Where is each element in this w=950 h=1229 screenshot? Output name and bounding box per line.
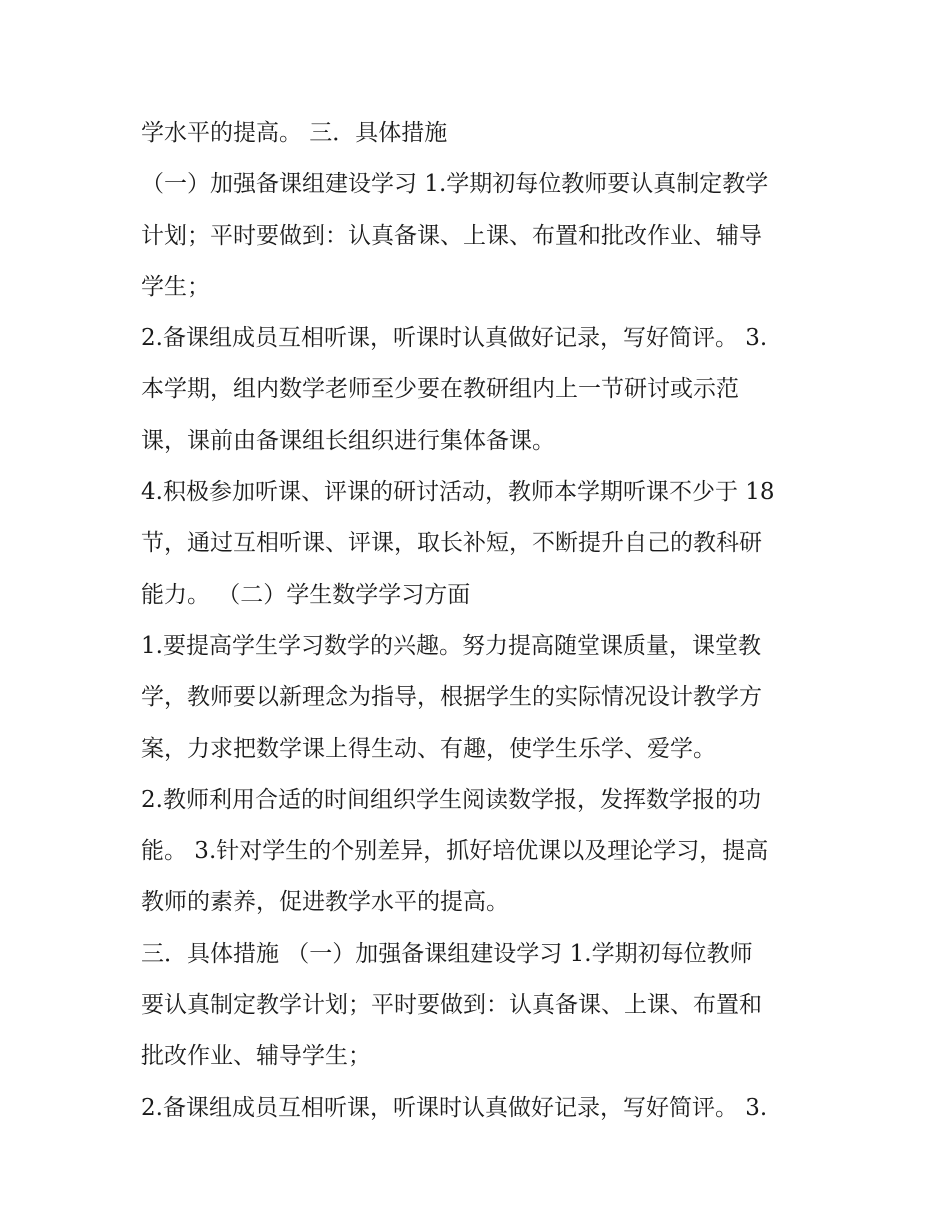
document-body bbox=[141, 108, 821, 1134]
text-line: 要认真制定教学计划；平时要做到：认真备课、上课、布置和 bbox=[141, 992, 762, 1019]
text-line: 案，力求把数学课上得生动、有趣，使学生乐学、爱学。 bbox=[141, 735, 716, 762]
text-line: 学，教师要以新理念为指导，根据学生的实际情况设计教学方 bbox=[141, 684, 762, 711]
text-line: 能力。 （二）学生数学学习方面 bbox=[141, 581, 471, 608]
text-line: 4.积极参加听课、评课的研讨活动，教师本学期听课不少于 18 bbox=[141, 479, 775, 506]
text-line: （一）加强备课组建设学习 1.学期初每位教师要认真制定教学 bbox=[141, 171, 769, 198]
text-line: 学生； bbox=[141, 273, 210, 300]
text-line: 本学期，组内数学老师至少要在教研组内上一节研讨或示范 bbox=[141, 376, 739, 403]
text-line: 2.教师利用合适的时间组织学生阅读数学报，发挥数学报的功 bbox=[141, 786, 761, 813]
text-line: 教师的素养，促进教学水平的提高。 bbox=[141, 889, 509, 916]
text-line: 能。 3.针对学生的个别差异，抓好培优课以及理论学习，提高 bbox=[141, 838, 769, 865]
text-line: 1.要提高学生学习数学的兴趣。努力提高随堂课质量，课堂教 bbox=[141, 632, 761, 659]
text-line: 三．具体措施 （一）加强备课组建设学习 1.学期初每位教师 bbox=[141, 940, 753, 967]
text-line: 学水平的提高。 三．具体措施 bbox=[141, 120, 448, 146]
text-line: 计划；平时要做到：认真备课、上课、布置和批改作业、辅导 bbox=[141, 222, 762, 249]
text-line: 节，通过互相听课、评课，取长补短，不断提升自己的教科研 bbox=[141, 530, 762, 557]
text-line: 2.备课组成员互相听课，听课时认真做好记录，写好简评。 3. bbox=[141, 325, 768, 352]
text-line: 课，课前由备课组长组织进行集体备课。 bbox=[141, 427, 555, 454]
text-line: 批改作业、辅导学生； bbox=[141, 1043, 371, 1070]
text-line: 2.备课组成员互相听课，听课时认真做好记录，写好简评。 3. bbox=[141, 1094, 768, 1121]
